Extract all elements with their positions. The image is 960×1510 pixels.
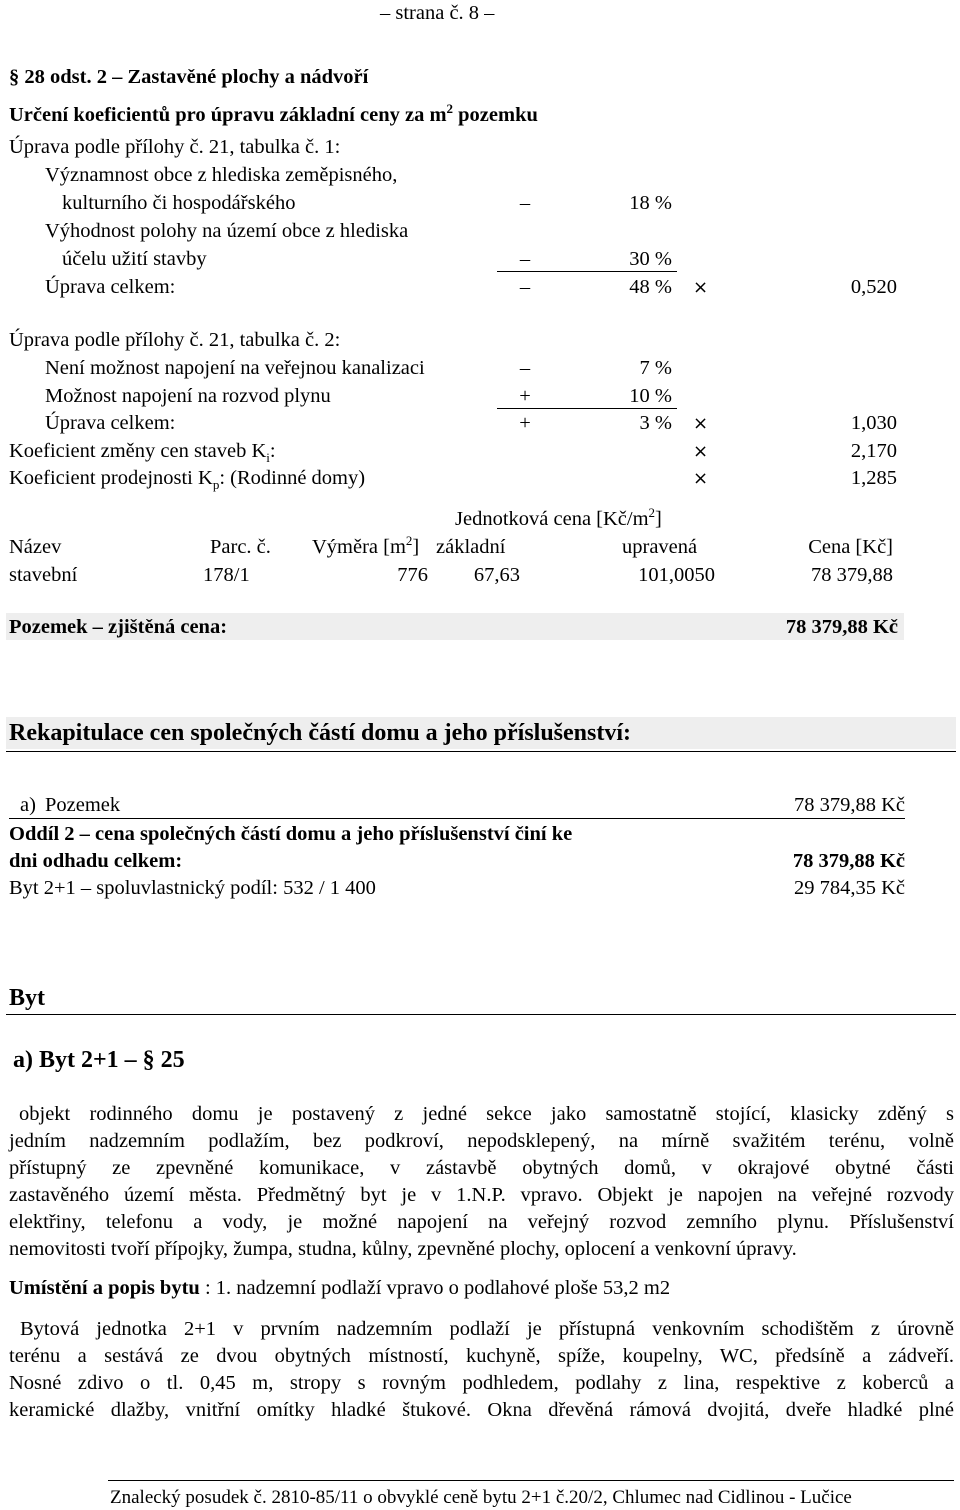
adj2-row1-label: Není možnost napojení na veřejnou kanalizaci xyxy=(45,357,425,379)
recap-title: Rekapitulace cen společných částí domu a jeho příslušenství: xyxy=(9,720,632,746)
adj1-row1-line1: Významnost obce z hlediska zeměpisného, xyxy=(45,164,398,186)
row-name: stavební xyxy=(9,564,78,586)
kp-value: 1,285 xyxy=(850,467,897,489)
adj1-total-sign: – xyxy=(519,276,531,298)
recap-total-line2: dni odhadu celkem: xyxy=(9,850,183,872)
adj1-total-coef: 0,520 xyxy=(850,276,897,298)
desc-line: jedním nadzemním podlažím, bez podkroví, nepodsklepený, na mírně svažitém terénu, volně xyxy=(9,1130,954,1152)
adj2-row1-value: 7 % xyxy=(639,357,672,379)
adj1-row2-line2: účelu užití stavby xyxy=(62,248,207,270)
desc-line: zastavěného území města. Předmětný byt je v 1.N.P. vpravo. Objekt je napojen na veřejné rozvody xyxy=(9,1184,954,1206)
flat-description xyxy=(9,1101,954,1263)
recap-item-a-label: Pozemek xyxy=(45,794,121,816)
unit-line: Bytová jednotka 2+1 v prvním nadzemním podlaží je přístupná venkovním schodištěm z úrovně xyxy=(20,1318,954,1340)
recap-share-label: Byt 2+1 – spoluvlastnický podíl: 532 / 1 400 xyxy=(9,877,376,899)
row-base: 67,63 xyxy=(473,564,520,586)
unit-line: Nosné zdivo o tl. 0,45 m, stropy s rovným podhledem, podlahy z lina, respektive z koberců a xyxy=(9,1372,954,1394)
unit-line: keramické dlažby, vnitřní omítky hladké štukové. Okna dřevěná rámová dvojitá, dveře hladké plné xyxy=(9,1399,954,1421)
footer-rule xyxy=(108,1480,954,1481)
desc-line: přístupný ze zpevněné komunikace, v zástavbě obytných domů, v okrajové obytné části xyxy=(9,1157,954,1179)
adj2-row1-sign: – xyxy=(519,357,531,379)
row-parc: 178/1 xyxy=(203,564,250,586)
adj1-row2-sign: – xyxy=(519,248,531,270)
adj1-row1-value: 18 % xyxy=(629,192,672,214)
recap-total-value: 78 379,88 Kč xyxy=(792,850,905,872)
land-total-label: Pozemek – zjištěná cena: xyxy=(9,616,228,638)
col-parc: Parc. č. xyxy=(210,536,271,558)
col-base: základní xyxy=(436,536,506,558)
row-adjusted: 101,0050 xyxy=(638,564,715,586)
adj1-total-label: Úprava celkem: xyxy=(45,276,176,298)
unit-price-header: Jednotková cena $[Kč/m^2]$ xyxy=(455,505,662,530)
ki-times-icon: × xyxy=(693,441,709,462)
page-number: – strana č. 8 – xyxy=(380,2,495,24)
adj2-sum-line xyxy=(497,408,677,409)
recap-item-a-marker: a) xyxy=(20,794,36,816)
footer-text: Znalecký posudek č. 2810-85/11 o obvyklé ceně bytu 2+1 č.20/2, Chlumec nad Cidlinou - Lučice xyxy=(110,1487,852,1508)
adj1-row2-line1: Výhodnost polohy na území obce z hlediska xyxy=(45,220,409,242)
ki-label: Koeficient změny cen staveb $K_i$: xyxy=(9,440,276,466)
kp-times-icon: × xyxy=(693,468,709,489)
recap-share-value: 29 784,35 Kč xyxy=(793,877,905,899)
adj2-total-value: 3 % xyxy=(639,412,672,434)
col-name: Název xyxy=(9,536,62,558)
adj1-row1-sign: – xyxy=(519,192,531,214)
adj2-heading: Úprava podle přílohy č. 21, tabulka č. 2: xyxy=(9,329,341,351)
section-title: § 28 odst. 2 – Zastavěné plochy a nádvoří xyxy=(9,66,369,88)
desc-line: elektřiny, telefonu a vody, je možné napojení na veřejný rozvod zemního plynu. Příslušenství xyxy=(9,1211,954,1233)
adj1-times-icon: × xyxy=(693,277,709,298)
desc-line: nemovitosti tvoří přípojky, žumpa, studna, kůlny, zpevněné plochy, oplocení a venkovní úpravy. xyxy=(9,1238,797,1260)
unit-line: terénu a sestává ze dvou obytných místností, kuchyně, spíže, koupelny, WC, předsíně a zádveří. xyxy=(9,1345,954,1367)
adj2-row2-value: 10 % xyxy=(629,385,672,407)
recap-title-rule xyxy=(6,751,956,752)
flat-subtitle: a) Byt 2+1 – § 25 xyxy=(13,1047,185,1073)
adj2-total-coef: 1,030 xyxy=(850,412,897,434)
adj1-heading: Úprava podle přílohy č. 21, tabulka č. 1: xyxy=(9,136,341,158)
adj2-times-icon: × xyxy=(693,413,709,434)
location-line: Umístění a popis bytu : 1. nadzemní podlaží vpravo o podlahové ploše 53,2 m2 xyxy=(9,1277,671,1299)
flat-title-rule xyxy=(6,1014,956,1015)
kp-label: Koeficient prodejnosti $K_p$: (Rodinné domy) xyxy=(9,467,366,493)
adj2-total-sign: + xyxy=(519,412,531,434)
recap-sum-line xyxy=(9,818,905,819)
adj1-total-value: 48 % xyxy=(629,276,672,298)
desc-line: objekt rodinného domu je postavený z jedné sekce jako samostatně stojící, klasicky zděný s xyxy=(19,1103,954,1125)
adj2-row2-sign: + xyxy=(519,385,531,407)
section-subtitle: Určení koeficientů pro úpravu základní ceny za $m^2$ pozemku xyxy=(9,101,538,126)
ki-value: 2,170 xyxy=(850,440,897,462)
adj1-sum-line xyxy=(497,271,677,272)
adj1-row2-value: 30 % xyxy=(629,248,672,270)
recap-total-line1: Oddíl 2 – cena společných částí domu a jeho příslušenství činí ke xyxy=(9,823,573,845)
col-price: Cena [Kč] xyxy=(808,536,893,558)
unit-description xyxy=(9,1316,954,1424)
land-total-value: 78 379,88 Kč xyxy=(785,616,898,638)
recap-item-a-value: 78 379,88 Kč xyxy=(793,794,905,816)
adj2-row2-label: Možnost napojení na rozvod plynu xyxy=(45,385,331,407)
flat-title: Byt xyxy=(9,985,45,1011)
adj2-total-label: Úprava celkem: xyxy=(45,412,176,434)
col-adjusted: upravená xyxy=(622,536,698,558)
col-area: Výměra $[m^2]$ xyxy=(312,533,420,558)
row-price: 78 379,88 xyxy=(811,564,893,586)
adj1-row1-line2: kulturního či hospodářského xyxy=(62,192,296,214)
row-area: 776 xyxy=(397,564,428,586)
